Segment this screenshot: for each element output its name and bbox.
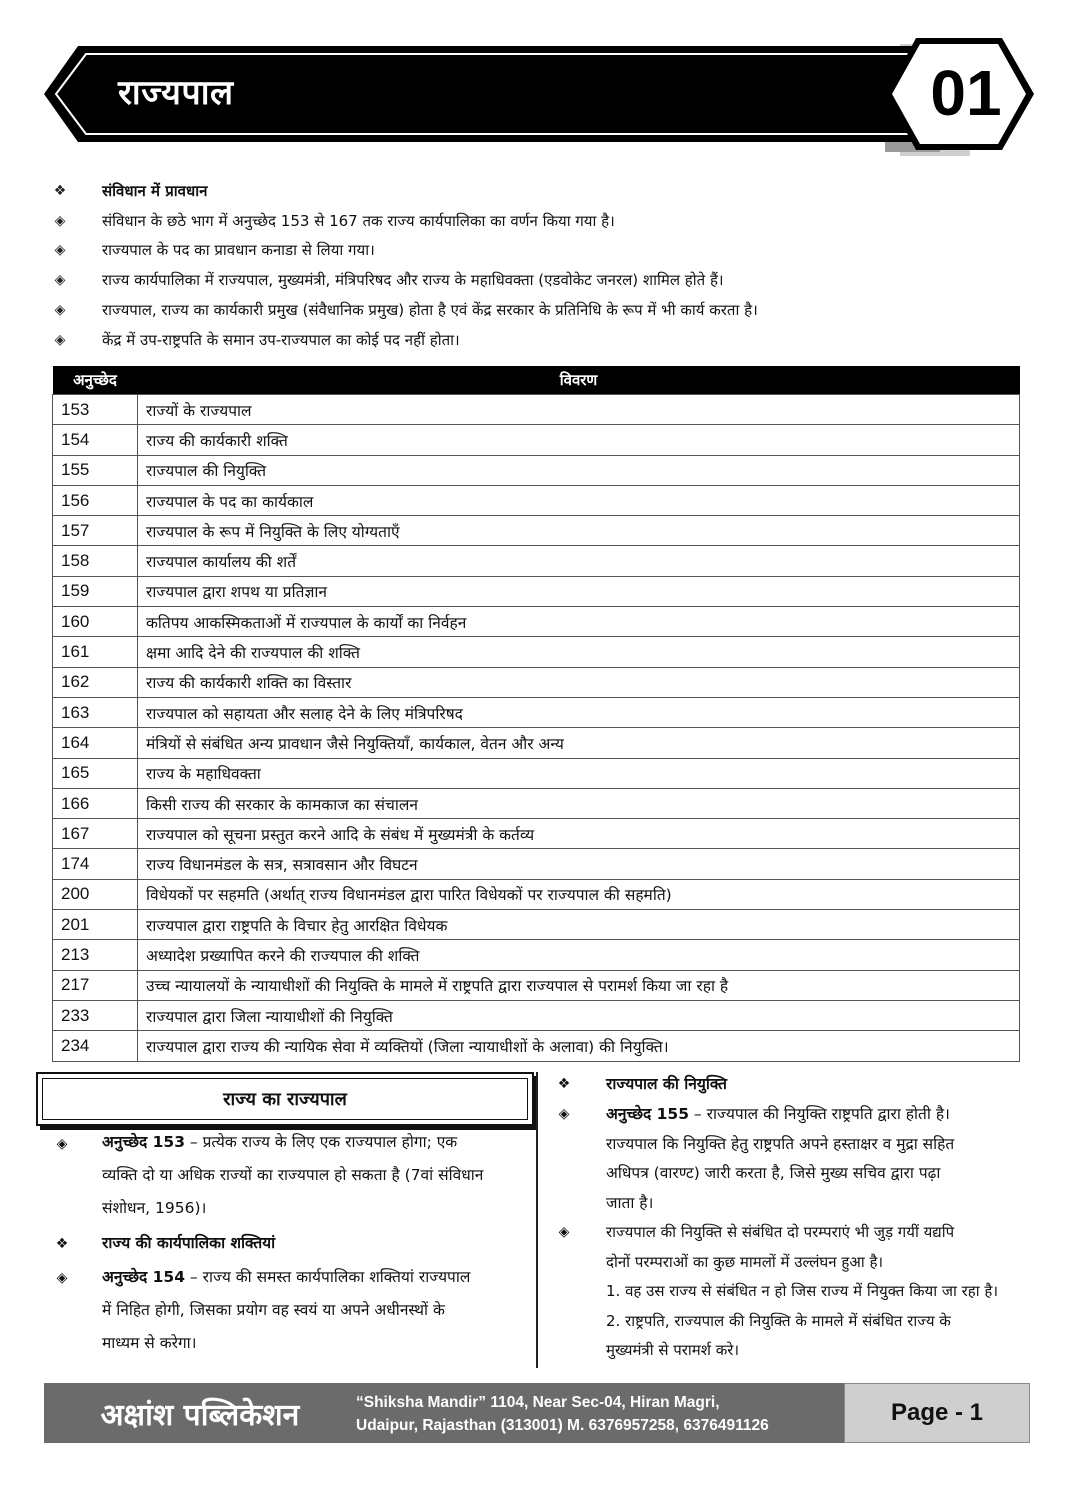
paragraph-line: राज्यपाल कि नियुक्ति हेतु राष्ट्रपति अपने हस्ताक्षर व मुद्रा सहित [606, 1134, 955, 1153]
article-number-cell: 153 [53, 395, 138, 425]
article-number-cell: 213 [53, 940, 138, 970]
intro-point: केंद्र में उप-राष्ट्रपति के समान उप-राज्यपाल का कोई पद नहीं होता। [102, 330, 460, 349]
article-155-paragraph [606, 1100, 1026, 1218]
table-row [53, 1031, 1020, 1061]
list-item [50, 236, 1040, 266]
address-line: “Shiksha Mandir” 1104, Near Sec-04, Hiran Magri, [356, 1394, 720, 1411]
chapter-number: 01 [930, 57, 1002, 129]
diamond-dot-icon: ◈ [54, 242, 66, 259]
diamond-dot-icon: ◈ [558, 1106, 570, 1122]
article-number-cell: 201 [53, 910, 138, 940]
article-number-cell: 234 [53, 1031, 138, 1061]
table-row [53, 395, 1020, 425]
article-description-cell: अध्यादेश प्रख्यापित करने की राज्यपाल की शक्ति [138, 940, 1020, 970]
intro-section [50, 176, 1040, 355]
column-header-description: विवरण [138, 366, 1020, 395]
table-row [53, 758, 1020, 788]
paragraph-line: मुख्यमंत्री से परामर्श करे। [606, 1341, 740, 1359]
article-154-paragraph [102, 1261, 522, 1360]
paragraph-line: – प्रत्येक राज्य के लिए एक राज्यपाल होगा; एक [185, 1133, 458, 1151]
table-row [53, 516, 1020, 546]
paragraph-line: व्यक्ति दो या अधिक राज्यों का राज्यपाल हो सकता है (7वां संविधान [102, 1166, 484, 1184]
article-description-cell: राज्यपाल कार्यालय की शर्तें [138, 546, 1020, 576]
article-number-cell: 166 [53, 788, 138, 818]
article-number-cell: 233 [53, 1000, 138, 1030]
article-description-cell: राज्यपाल को सूचना प्रस्तुत करने आदि के संबंध में मुख्यमंत्री के कर्तव्य [138, 819, 1020, 849]
article-description-cell: राज्य विधानमंडल के सत्र, सत्रावसान और विघटन [138, 849, 1020, 879]
article-description-cell: राज्यपाल द्वारा जिला न्यायाधीशों की नियुक्ति [138, 1000, 1020, 1030]
article-description-cell: किसी राज्य की सरकार के कामकाज का संचालन [138, 788, 1020, 818]
table-body [53, 395, 1020, 1062]
list-item [50, 325, 1040, 355]
column-divider [536, 1072, 538, 1368]
table-row [53, 1000, 1020, 1030]
subheading-appointment: राज्यपाल की नियुक्ति [606, 1075, 728, 1093]
article-number-cell: 165 [53, 758, 138, 788]
column-header-article: अनुच्छेद [53, 366, 138, 395]
paragraph-line: दोनों परम्पराओं का कुछ मामलों में उल्लंघन हुआ है। [606, 1252, 884, 1271]
diamond-dot-icon: ◈ [54, 212, 66, 229]
list-item [50, 206, 1040, 236]
article-number-cell: 217 [53, 970, 138, 1000]
paragraph-line: – राज्य की समस्त कार्यपालिका शक्तियां राज्यपाल [185, 1268, 471, 1286]
article-number-cell: 167 [53, 819, 138, 849]
article-description-cell: राज्यपाल को सहायता और सलाह देने के लिए मंत्रिपरिषद [138, 697, 1020, 727]
table-header-row [53, 366, 1020, 395]
left-column [36, 1072, 536, 1368]
diamond-dot-icon: ◈ [54, 331, 66, 348]
article-number-cell: 200 [53, 879, 138, 909]
table-row [53, 425, 1020, 455]
four-diamond-icon: ❖ [557, 1076, 571, 1092]
table-row [53, 879, 1020, 909]
paragraph-line: संशोधन, 1956)। [102, 1199, 207, 1217]
article-155-lead: अनुच्छेद 155 [606, 1105, 689, 1123]
paragraph-line: 1. वह उस राज्य से संबंधित न हो जिस राज्य में नियुक्त किया जा रहा है। [606, 1282, 999, 1300]
table-row [53, 546, 1020, 576]
article-description-cell: मंत्रियों से संबंधित अन्य प्रावधान जैसे नियुक्तियाँ, कार्यकाल, वेतन और अन्य [138, 728, 1020, 758]
page-footer [44, 1383, 1030, 1443]
table-row [53, 576, 1020, 606]
subheading-executive-powers: राज्य की कार्यपालिका शक्तियां [102, 1234, 276, 1252]
article-description-cell: कतिपय आकस्मिकताओं में राज्यपाल के कार्यों का निर्वहन [138, 607, 1020, 637]
article-number-cell: 174 [53, 849, 138, 879]
diamond-dot-icon: ◈ [54, 302, 66, 319]
article-description-cell: उच्च न्यायालयों के न्यायाधीशों की नियुक्ति के मामले में राष्ट्रपति द्वारा राज्यपाल से परामर्श किया जा रहा है [138, 970, 1020, 1000]
article-description-cell: राज्य की कार्यकारी शक्ति का विस्तार [138, 667, 1020, 697]
page-number: Page - 1 [844, 1383, 1030, 1443]
list-item [50, 295, 1040, 325]
table-row [53, 667, 1020, 697]
article-number-cell: 163 [53, 697, 138, 727]
table-row [53, 940, 1020, 970]
article-description-cell: राज्यपाल द्वारा राष्ट्रपति के विचार हेतु आरक्षित विधेयक [138, 910, 1020, 940]
article-number-cell: 156 [53, 485, 138, 515]
chapter-title: राज्यपाल [118, 73, 234, 113]
article-description-cell: राज्यपाल द्वारा राज्य की न्यायिक सेवा में व्यक्तियों (जिला न्यायाधीशों के अलावा) की नियुक्ति। [138, 1031, 1020, 1061]
list-item [50, 265, 1040, 295]
section-title-box [36, 1072, 534, 1126]
table-row [53, 849, 1020, 879]
article-number-cell: 154 [53, 425, 138, 455]
intro-point: राज्य कार्यपालिका में राज्यपाल, मुख्यमंत्री, मंत्रिपरिषद और राज्य के महाधिवक्ता (एडवोकेट जनरल) शामिल होते हैं। [102, 271, 724, 290]
article-description-cell: राज्यपाल की नियुक्ति [138, 455, 1020, 485]
paragraph-line: – राज्यपाल की नियुक्ति राष्ट्रपति द्वारा होती है। [689, 1105, 950, 1123]
article-description-cell: विधेयकों पर सहमति (अर्थात् राज्य विधानमंडल द्वारा पारित विधेयकों पर राज्यपाल की सहमति) [138, 879, 1020, 909]
article-153-paragraph [102, 1126, 522, 1225]
article-number-cell: 161 [53, 637, 138, 667]
article-description-cell: राज्यपाल के रूप में नियुक्ति के लिए योग्यताएँ [138, 516, 1020, 546]
section-title: राज्य का राज्यपाल [42, 1078, 528, 1120]
four-diamond-icon: ❖ [55, 1236, 69, 1252]
diamond-dot-icon: ◈ [56, 1136, 68, 1152]
diamond-dot-icon: ◈ [56, 1270, 68, 1286]
article-description-cell: राज्यपाल के पद का कार्यकाल [138, 485, 1020, 515]
articles-table [52, 366, 1020, 1062]
table-row [53, 819, 1020, 849]
article-description-cell: क्षमा आदि देने की राज्यपाल की शक्ति [138, 637, 1020, 667]
intro-point: संविधान के छठे भाग में अनुच्छेद 153 से 167 तक राज्य कार्यपालिका का वर्णन किया गया है। [102, 211, 615, 230]
intro-point: राज्यपाल के पद का प्रावधान कनाडा से लिया गया। [102, 241, 375, 260]
paragraph-line: अधिपत्र (वारण्ट) जारी करता है, जिसे मुख्य सचिव द्वारा पढ़ा [606, 1164, 941, 1182]
intro-heading: संविधान में प्रावधान [102, 181, 208, 200]
table-row [53, 910, 1020, 940]
article-description-cell: राज्य की कार्यकारी शक्ति [138, 425, 1020, 455]
intro-heading-row [50, 176, 1040, 206]
article-154-lead: अनुच्छेद 154 [102, 1268, 185, 1286]
article-number-cell: 160 [53, 607, 138, 637]
table-row [53, 697, 1020, 727]
article-description-cell: राज्यों के राज्यपाल [138, 395, 1020, 425]
article-number-cell: 159 [53, 576, 138, 606]
article-number-cell: 158 [53, 546, 138, 576]
article-number-cell: 155 [53, 455, 138, 485]
paragraph-line: में निहित होगी, जिसका प्रयोग वह स्वयं या अपने अधीनस्थों के [102, 1301, 445, 1319]
conventions-paragraph [606, 1218, 1026, 1366]
four-diamond-icon: ❖ [53, 182, 67, 199]
publisher-brand: अक्षांश पब्लिकेशन [100, 1397, 300, 1433]
diamond-dot-icon: ◈ [558, 1224, 570, 1240]
intro-point: राज्यपाल, राज्य का कार्यकारी प्रमुख (संवैधानिक प्रमुख) होता है एवं केंद्र सरकार के प्रतिनिधि के रूप में भी कार्य करता है। [102, 301, 758, 320]
paragraph-line: माध्यम से करेगा। [102, 1334, 197, 1352]
article-number-cell: 164 [53, 728, 138, 758]
table-row [53, 970, 1020, 1000]
paragraph-line: 2. राष्ट्रपति, राज्यपाल की नियुक्ति के मामले में संबंधित राज्य के [606, 1311, 951, 1330]
article-153-lead: अनुच्छेद 153 [102, 1133, 185, 1151]
table-row [53, 455, 1020, 485]
table-row [53, 485, 1020, 515]
table-row [53, 788, 1020, 818]
address-line: Udaipur, Rajasthan (313001) M. 6376957258, 6376491126 [356, 1417, 769, 1434]
publisher-address [356, 1383, 844, 1443]
article-description-cell: राज्यपाल द्वारा शपथ या प्रतिज्ञान [138, 576, 1020, 606]
diamond-dot-icon: ◈ [54, 272, 66, 289]
table-row [53, 728, 1020, 758]
table-row [53, 607, 1020, 637]
paragraph-line: राज्यपाल की नियुक्ति से संबंधित दो परम्पराएं भी जुड़ गयीं यद्यपि [606, 1223, 955, 1241]
article-number-cell: 162 [53, 667, 138, 697]
article-number-cell: 157 [53, 516, 138, 546]
table-row [53, 637, 1020, 667]
chapter-banner [40, 38, 1040, 158]
article-description-cell: राज्य के महाधिवक्ता [138, 758, 1020, 788]
paragraph-line: जाता है। [606, 1193, 654, 1212]
